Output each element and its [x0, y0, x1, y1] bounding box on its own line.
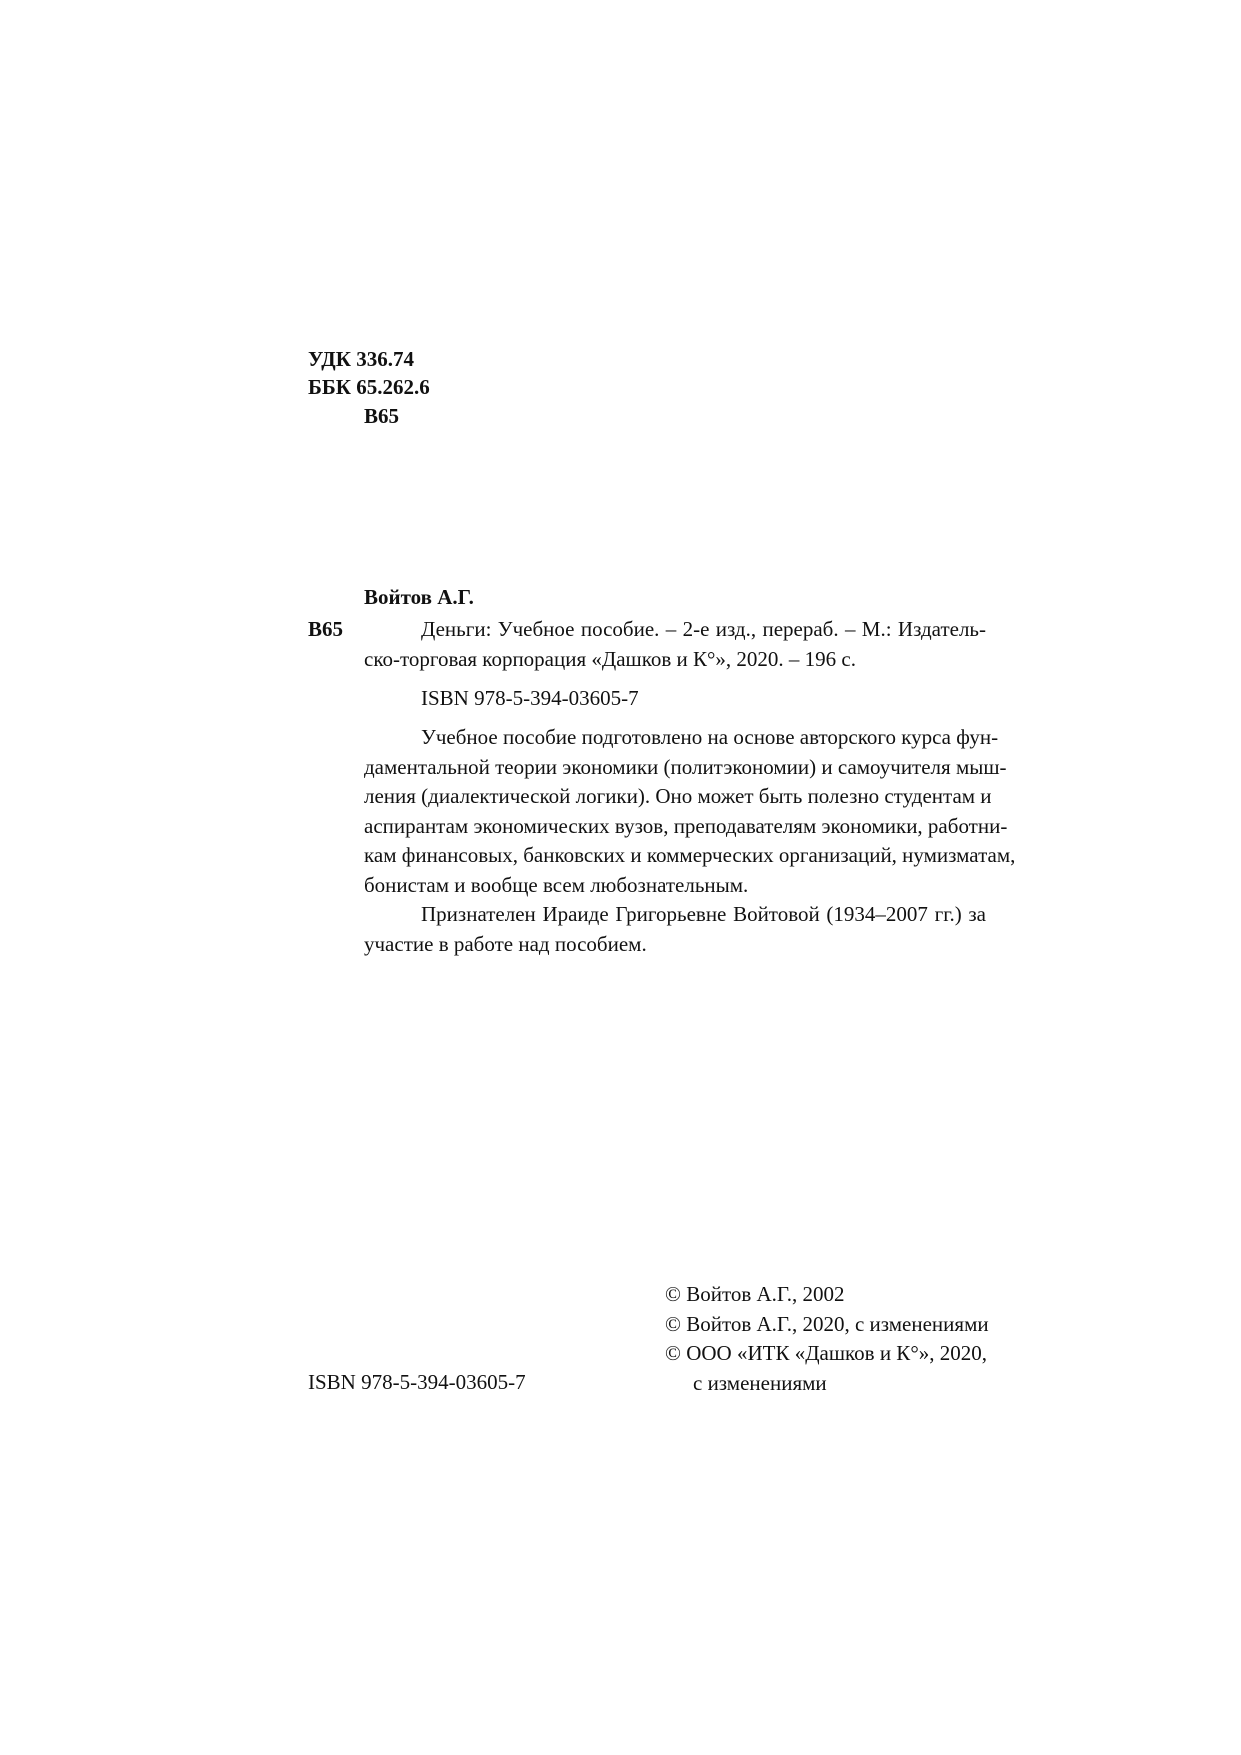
bibliographic-description: [364, 614, 986, 725]
author-name: Войтов А.Г.: [364, 585, 474, 609]
copyright-line: с изменениями: [693, 1370, 827, 1395]
bib-line: ско-торговая корпорация «Дашков и К°», 2020. – 196 с.: [364, 647, 856, 671]
card-author-mark: В65: [308, 617, 344, 641]
udk-code: УДК 336.74: [308, 347, 414, 371]
copyright-block: [665, 1280, 989, 1398]
copyright-line: © Войтов А.Г., 2002: [665, 1282, 845, 1306]
bbk-code: ББК 65.262.6: [308, 375, 430, 399]
abstract: [364, 723, 1016, 959]
acknowledgement-line: Признателен Ираиде Григорьевне Войтовой (1934–2007 гг.) за: [421, 902, 986, 926]
abstract-line: Учебное пособие подготовлено на основе авторского курса фун-: [421, 725, 999, 749]
author-mark: В65: [364, 404, 400, 428]
acknowledgement-line: участие в работе над пособием.: [364, 931, 647, 956]
copyright-line: © Войтов А.Г., 2020, с изменениями: [665, 1311, 989, 1336]
copyright-line: © ООО «ИТК «Дашков и К°», 2020,: [665, 1341, 987, 1365]
abstract-line: ления (диалектической логики). Оно может быть полезно студентам и: [364, 784, 992, 808]
abstract-line: кам финансовых, банковских и коммерческих организаций, нумизматам,: [364, 843, 1016, 867]
footer-isbn: ISBN 978-5-394-03605-7: [308, 1370, 526, 1394]
bib-line: Деньги: Учебное пособие. – 2-е изд., перераб. – М.: Издатель-: [421, 617, 986, 641]
abstract-line: аспирантам экономических вузов, преподавателям экономики, работни-: [364, 813, 1008, 838]
card-isbn: ISBN 978-5-394-03605-7: [421, 686, 639, 710]
abstract-line: бонистам и вообще всем любознательным.: [364, 872, 749, 897]
abstract-line: даментальной теории экономики (политэкономии) и самоучителя мыш-: [364, 754, 1007, 779]
